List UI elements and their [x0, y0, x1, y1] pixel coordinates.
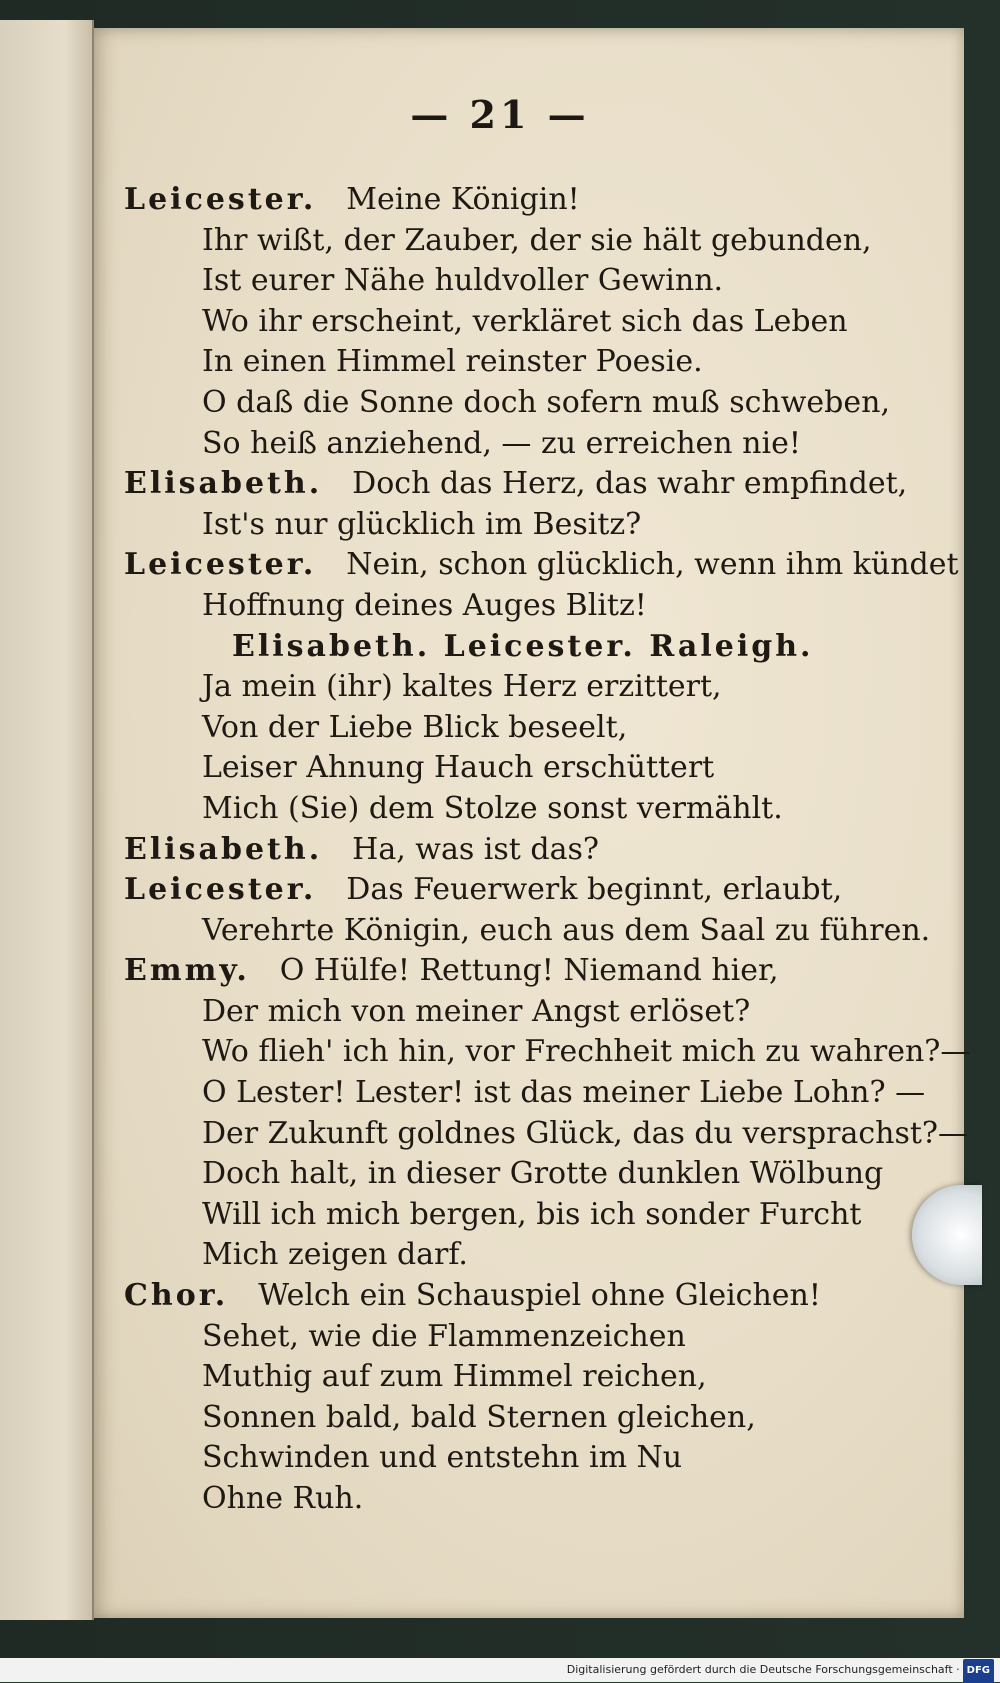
digitization-credit: [0, 1658, 1000, 1682]
verse-text: So heiß anziehend, — zu erreichen nie!: [202, 425, 801, 461]
verse-text: Meine Königin!: [346, 182, 580, 217]
verse-text: Ha, was ist das?: [352, 831, 599, 867]
text-line: [124, 180, 924, 221]
speaker-name: Leicester.: [124, 547, 317, 583]
text-line: [124, 911, 931, 952]
speaker-name: Leicester.: [124, 872, 317, 908]
verse-text: Sehet, wie die Flammenzeichen: [202, 1318, 686, 1354]
verse-text: Der Zukunft goldnes Glück, das du versprachst?—: [202, 1115, 968, 1151]
verse-text: Von der Liebe Blick beseelt,: [202, 709, 628, 745]
facing-page-edge: [0, 20, 94, 1620]
verse-text: Schwinden und entstehn im Nu: [202, 1440, 683, 1476]
verse-text: Will ich mich bergen, bis ich sonder Furcht: [202, 1196, 862, 1232]
scene-heading: [124, 627, 924, 668]
verse-text: Welch ein Schauspiel ohne Gleichen!: [258, 1278, 821, 1314]
verse-text: Mich (Sie) dem Stolze sonst vermählt.: [202, 790, 783, 826]
verse-text: Ohne Ruh.: [202, 1481, 364, 1516]
verse-text: Wo ihr erscheint, verkläret sich das Leben: [202, 303, 848, 339]
text-line: [124, 424, 924, 465]
text-line: [124, 830, 924, 871]
text-line: [124, 1438, 924, 1479]
verse-text: Das Feuerwerk beginnt, erlaubt,: [346, 872, 843, 908]
speaker-name: Leicester.: [124, 182, 317, 217]
text-line: [124, 1032, 971, 1073]
verse-text: Verehrte Königin, euch aus dem Saal zu führen.: [202, 912, 931, 948]
verse-text: Leiser Ahnung Hauch erschüttert: [202, 750, 715, 786]
text-line: [124, 1073, 924, 1114]
verse-text: Doch halt, in dieser Grotte dunklen Wölbung: [202, 1156, 884, 1192]
text-line: [124, 505, 924, 546]
text-line: [124, 1398, 924, 1439]
text-line: [124, 951, 924, 992]
verse-text: Der mich von meiner Angst erlöset?: [202, 993, 751, 1029]
text-line: [124, 1235, 924, 1276]
verse-text: O daß die Sonne doch sofern muß schweben,: [202, 384, 890, 420]
verse-text: Ist's nur glücklich im Besitz?: [202, 506, 642, 542]
text-line: [124, 1195, 924, 1236]
text-line: [124, 342, 924, 383]
page-number: — 21 —: [410, 92, 590, 137]
text-line: [124, 748, 924, 789]
speaker-name: Elisabeth.: [124, 466, 323, 502]
verse-text: Doch das Herz, das wahr empfindet,: [352, 466, 908, 502]
text-line: [124, 992, 924, 1033]
verse-text: O Lester! Lester! ist das meiner Liebe Lohn? —: [202, 1075, 926, 1111]
verse-text: Ist eurer Nähe huldvoller Gewinn.: [202, 263, 724, 299]
text-line: [124, 464, 924, 505]
text-line: [124, 1276, 924, 1317]
libretto-text: [124, 180, 971, 1520]
text-line: [124, 667, 924, 708]
text-line: [124, 1114, 968, 1155]
text-line: [124, 586, 924, 627]
verse-text: Wo flieh' ich hin, vor Frechheit mich zu wahren?—: [202, 1034, 971, 1070]
text-line: [124, 545, 959, 586]
text-line: [124, 1317, 924, 1358]
text-line: [124, 870, 924, 911]
text-line: [124, 261, 924, 302]
text-line: [124, 1154, 924, 1195]
verse-text: Mich zeigen darf.: [202, 1237, 468, 1273]
verse-text: Muthig auf zum Himmel reichen,: [202, 1359, 707, 1395]
verse-text: Hoffnung deines Auges Blitz!: [202, 587, 647, 623]
speaker-name: Chor.: [124, 1278, 229, 1314]
text-line: [124, 789, 924, 830]
text-line: [124, 221, 924, 262]
verse-text: In einen Himmel reinster Poesie.: [202, 344, 703, 380]
speaker-name: Emmy.: [124, 953, 250, 989]
dfg-logo: DFG: [963, 1659, 994, 1683]
verse-text: Ja mein (ihr) kaltes Herz erzittert,: [202, 669, 722, 705]
verse-text: O Hülfe! Rettung! Niemand hier,: [279, 953, 779, 989]
speaker-name: Elisabeth.: [124, 831, 323, 867]
text-line: [124, 302, 924, 343]
verse-text: Nein, schon glücklich, wenn ihm kündet: [346, 547, 959, 583]
heading-text: Elisabeth. Leicester. Raleigh.: [232, 628, 814, 664]
text-line: [124, 383, 924, 424]
text-line: [124, 1479, 924, 1520]
verse-text: Sonnen bald, bald Sternen gleichen,: [202, 1399, 756, 1435]
verse-text: Ihr wißt, der Zauber, der sie hält gebunden,: [202, 222, 872, 258]
text-line: [124, 708, 924, 749]
text-line: [124, 1357, 924, 1398]
credit-text: Digitalisierung gefördert durch die Deutsche Forschungsgemeinschaft ·: [566, 1663, 960, 1676]
